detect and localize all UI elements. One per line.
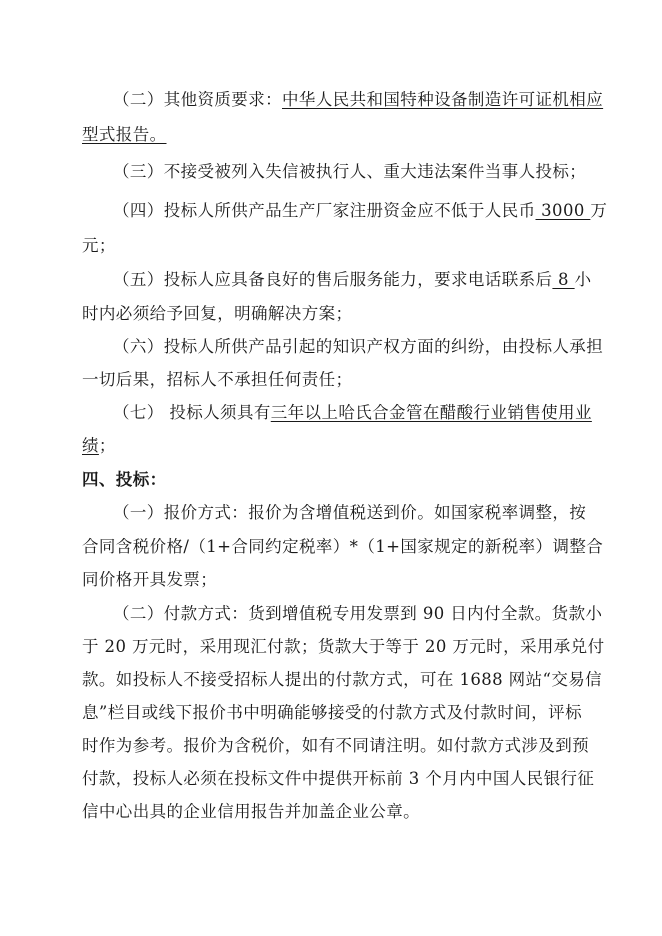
item-7-suffix: ； xyxy=(98,436,116,455)
item-6-line-1 xyxy=(113,336,604,358)
s4-item-2-text-3: 款。如投标人不接受招标人提出的付款方式，可在 1688 网站“交易信 xyxy=(82,670,603,689)
s4-item-1-text: （一）报价方式：报价为含增值税送到价。如国家税率调整，按 xyxy=(113,503,587,522)
item-4-line-2 xyxy=(82,235,582,257)
s4-item-1-line-2 xyxy=(82,536,604,558)
section-4-heading xyxy=(82,469,582,491)
item-5-line-2 xyxy=(82,303,582,325)
section-4-heading-text: 四、投标： xyxy=(82,470,167,489)
item-2-line-1 xyxy=(113,89,604,111)
item-6-text-cont: 一切后果，招标人不承担任何责任； xyxy=(82,370,353,389)
s4-item-2-line-6 xyxy=(82,768,595,790)
s4-item-1-text-end: 同价格开具发票； xyxy=(82,570,218,589)
item-7-line-2 xyxy=(82,435,582,457)
item-4-unit: 万 xyxy=(590,201,608,220)
s4-item-2-text: （二）付款方式：货到增值税专用发票到 90 日内付全款。货款小 xyxy=(113,604,603,623)
item-3-line-1 xyxy=(113,161,587,183)
s4-item-2-line-3 xyxy=(82,669,603,691)
item-2-line-2 xyxy=(82,124,582,146)
item-5-text-cont: 时内必须给予回复，明确解决方案； xyxy=(82,304,353,323)
item-3-text: （三）不接受被列入失信被执行人、重大违法案件当事人投标； xyxy=(113,162,587,181)
item-7-prefix: （七） 投标人须具有 xyxy=(113,403,271,422)
s4-item-2-text-5: 时作为参考。报价为含税价，如有不同请注明。如付款方式涉及到预 xyxy=(82,736,589,755)
s4-item-2-line-4 xyxy=(82,702,582,724)
item-2-underlined-requirement-cont: 型式报告。 xyxy=(82,125,167,144)
s4-item-2-text-6: 付款，投标人必须在投标文件中提供开标前 3 个月内中国人民银行征 xyxy=(82,769,595,788)
item-6-text: （六）投标人所供产品引起的知识产权方面的纠纷，由投标人承担 xyxy=(113,337,604,356)
s4-item-2-text-4: 息”栏目或线下报价书中明确能够接受的付款方式及付款时间，评标 xyxy=(82,703,582,722)
s4-item-2-line-1 xyxy=(113,603,603,625)
item-7-line-1 xyxy=(113,402,592,424)
s4-item-2-line-5 xyxy=(82,735,589,757)
s4-item-2-line-2 xyxy=(82,636,605,658)
item-2-prefix: （二）其他资质要求： xyxy=(113,90,282,109)
s4-item-2-line-7 xyxy=(82,801,582,823)
s4-item-1-line-1 xyxy=(113,502,587,524)
item-7-underlined-requirement-cont: 绩 xyxy=(82,436,99,455)
item-2-underlined-requirement: 中华人民共和国特种设备制造许可证机相应 xyxy=(282,90,604,109)
item-5-line-1 xyxy=(113,269,592,291)
s4-item-1-line-3 xyxy=(82,569,582,591)
s4-item-1-text-cont: 合同含税价格/（1+合同约定税率）*（1+国家规定的新税率）调整合 xyxy=(82,537,604,556)
item-4-amount: 3000 xyxy=(535,201,591,220)
item-7-underlined-requirement: 三年以上哈氏合金管在醋酸行业销售使用业 xyxy=(270,403,592,422)
s4-item-2-text-2: 于 20 万元时，采用现汇付款；货款大于等于 20 万元时，采用承兑付 xyxy=(82,637,605,656)
s4-item-2-text-7: 信中心出具的企业信用报告并加盖企业公章。 xyxy=(82,802,420,821)
item-5-hours: 8 xyxy=(552,270,575,289)
item-6-line-2 xyxy=(82,369,582,391)
item-5-text: （五）投标人应具备良好的售后服务能力，要求电话联系后 xyxy=(113,270,553,289)
item-5-unit: 小 xyxy=(574,270,592,289)
item-4-line-1 xyxy=(113,200,608,222)
item-4-text: （四）投标人所供产品生产厂家注册资金应不低于人民币 xyxy=(113,201,536,220)
item-4-text-cont: 元； xyxy=(82,236,116,255)
